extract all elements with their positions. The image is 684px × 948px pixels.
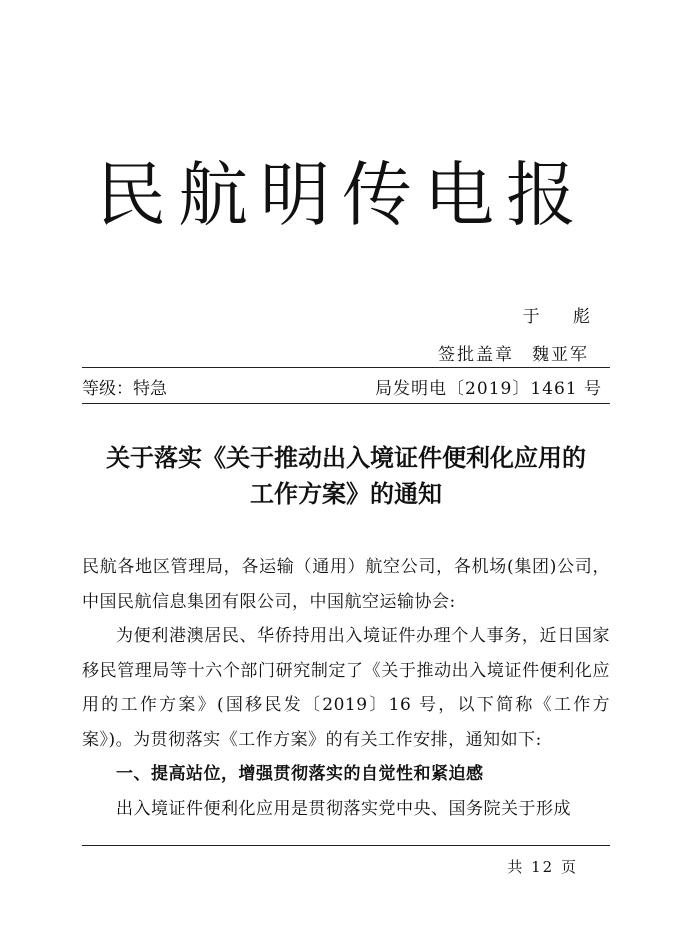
top-rule [82,367,610,368]
section-heading-1: 一、提高站位，增强贯彻落实的自觉性和紧迫感 [116,764,484,784]
meta-rule [82,403,610,404]
notice-body [82,550,610,826]
footer-rule [82,845,610,846]
notice-title-line-2: 工作方案》的通知 [250,480,442,508]
document-number: 局发明电〔2019〕1461 号 [375,379,602,399]
masthead-title: 民航明传电报 [96,154,588,236]
grade [82,374,167,399]
approval-line [438,340,589,365]
approval-label: 签批盖章 [438,345,514,365]
body-paragraph-2: 出入境证件便利化应用是贯彻落实党中央、国务院关于形成 [116,798,571,819]
notice-title [82,440,610,512]
meta-row [82,374,602,399]
addressees-paragraph: 民航各地区管理局，各运输（通用）航空公司，各机场(集团)公司，中国民航信息集团有限公司，中国航空运输协会: [82,557,610,612]
signer-name: 于 彪 [522,307,604,327]
approver-name: 魏亚军 [532,345,589,365]
notice-title-line-1: 关于落实《关于推动出入境证件便利化应用的 [106,444,586,472]
body-paragraph-1: 为便利港澳居民、华侨持用出入境证件办理个人事务，近日国家移民管理局等十六个部门研究制定了《关于推动出入境证件便利化应用的工作方案》(国移民发〔2019〕16 号，以下简称《工作方案》)。为贯彻落实《工作方案》的有关工作安排，通知如下: [82,626,610,750]
page-count: 共 12 页 [507,858,578,876]
grade-value: 特急 [133,379,167,399]
grade-label: 等级： [82,379,133,399]
